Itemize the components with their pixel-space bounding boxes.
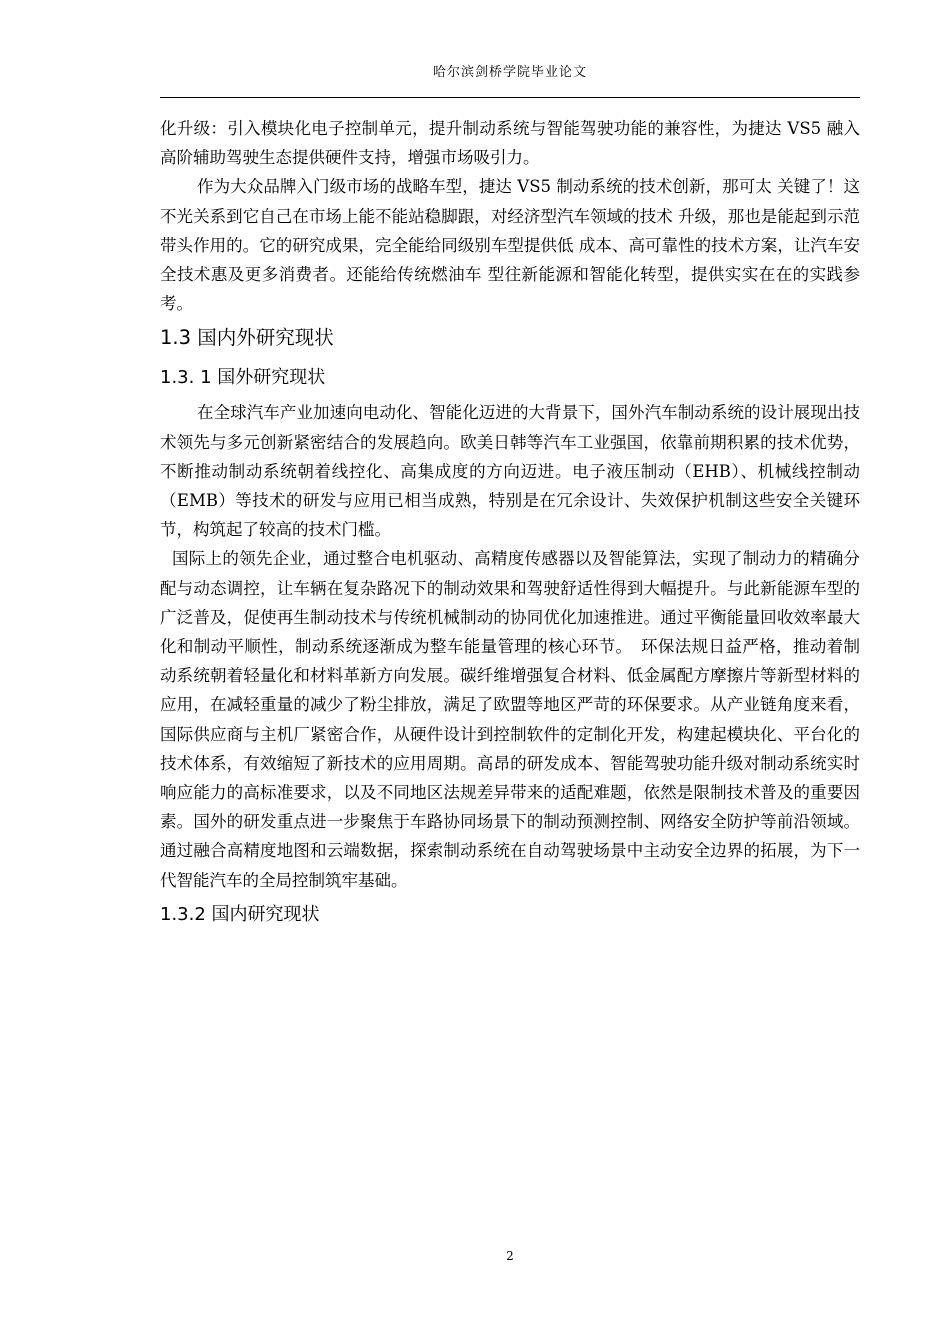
paragraph-intro-continued: 化升级：引入模块化电子控制单元，提升制动系统与智能驾驶功能的兼容性，为捷达 VS5 融入高阶辅助驾驶生态提供硬件支持，增强市场吸引力。 <box>160 119 860 168</box>
page-number: 2 <box>506 1249 514 1263</box>
paragraph-foreign-research-2: 国际上的领先企业，通过整合电机驱动、高精度传感器以及智能算法，实现了制动力的精确分配与动态调控，让车辆在复杂路况下的制动效果和驾驶舒适性得到大幅提升。与此新能源车型的广泛普及，促使再生制动技术与传统机械制动的协同优化加速推进。通过平衡能量回收效率最大化和制动平顺性，制动系统逐渐成为整车能量管理的核心环节。 环保法规日益严格，推动着制动系统朝着轻量化和材料革新方向发展。碳纤维增强复合材料、低金属配方摩擦片等新型材料的应用，在减轻重量的减少了粉尘排放，满足了欧盟等地区严苛的环保要求。从产业链角度来看，国际供应商与主机厂紧密合作，从硬件设计到控制软件的定制化开发，构建起模块化、平台化的技术体系，有效缩短了新技术的应用周期。高昂的研发成本、智能驾驶功能升级对制动系统实时响应能力的高标准要求，以及不同地区法规差异带来的适配难题，依然是限制技术普及的重要因素。国外的研发重点进一步聚焦于车路协同场景下的制动预测控制、网络安全防护等前沿领域。通过融合高精度地图和云端数据，探索制动系统在自动驾驶场景中主动安全边界的拓展，为下一代智能汽车的全局控制筑牢基础。 <box>160 549 860 890</box>
page-header-title: 哈尔滨剑桥学院毕业论文 <box>432 65 587 80</box>
document-body <box>160 114 860 935</box>
subsection-heading-1-3-2: 1.3.2 国内研究现状 <box>160 903 320 925</box>
section-heading-1-3: 1.3 国内外研究现状 <box>160 326 334 350</box>
header-divider <box>160 97 860 98</box>
subsection-heading-1-3-1: 1.3. 1 国外研究现状 <box>160 367 326 389</box>
paragraph-significance: 作为大众品牌入门级市场的战略车型，捷达 VS5 制动系统的技术创新，那可太 关键了！这不光关系到它自己在市场上能不能站稳脚跟，对经济型汽车领域的技术 升级，那也是能起到示范带头作用的。它的研究成果，完全能给同级别车型提供低 成本、高可靠性的技术方案，让汽车安全技术惠及更多消费者。还能给传统燃油车 型往新能源和智能化转型，提供实实在在的实践参考。 <box>160 177 860 314</box>
paragraph-foreign-research-1: 在全球汽车产业加速向电动化、智能化迈进的大背景下，国外汽车制动系统的设计展现出技术领先与多元创新紧密结合的发展趋向。欧美日韩等汽车工业强国，依靠前期积累的技术优势，不断推动制动系统朝着线控化、高集成度的方向迈进。电子液压制动（EHB）、机械线控制动（EMB）等技术的研发与应用已相当成熟，特别是在冗余设计、失效保护机制这些安全关键环节，构筑起了较高的技术门槛。 <box>160 403 860 540</box>
